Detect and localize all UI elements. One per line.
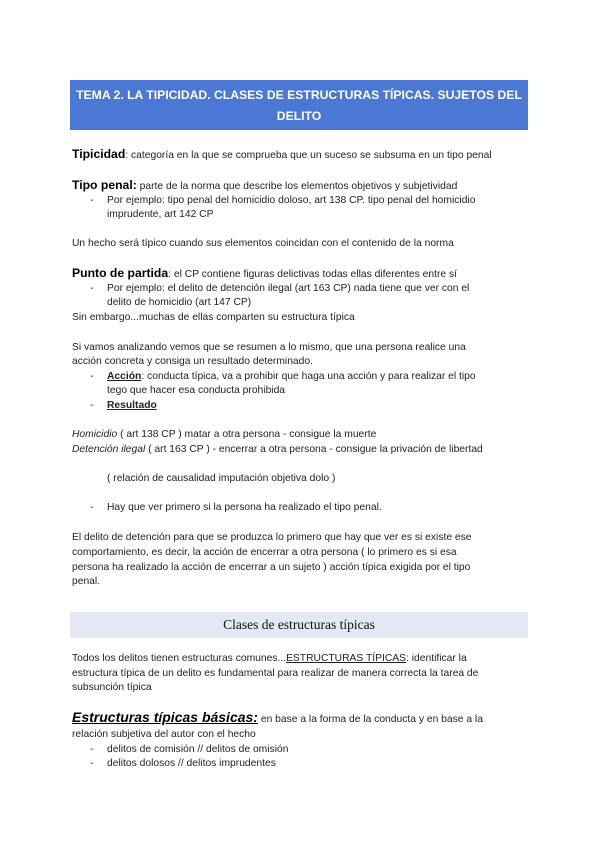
detencion-term: Detención ilegal — [72, 444, 146, 455]
bullet-dash: - — [90, 502, 94, 513]
accion-text-2: tego que hacer esa conducta prohibida — [107, 385, 286, 396]
tipicidad-text: : categoría en la que se comprueba que un suceso se subsuma en un tipo penal — [125, 150, 492, 161]
relacion-causalidad-note: ( relación de causalidad imputación objetiva dolo ) — [107, 473, 336, 484]
punto-partida-term: Punto de partida — [72, 266, 169, 280]
section-heading-clases: Clases de estructuras típicas — [70, 612, 528, 638]
todos-line-3: subsunción típica — [72, 682, 152, 693]
hay-que-item: Hay que ver primero si la persona ha realizado el tipo penal. — [107, 502, 382, 513]
todos-post: : identificar la — [406, 653, 467, 664]
basicas-text: en base a la forma de la conducta y en base a la — [257, 714, 483, 725]
detencion-paragraph-1: El delito de detención para que se produzca lo primero que hay que ver es si existe ese — [72, 532, 472, 543]
accion-term: Acción — [107, 371, 142, 382]
estructuras-tipicas-term: ESTRUCTURAS TÍPICAS — [286, 653, 407, 664]
tipicidad-definition — [72, 147, 492, 163]
detencion-example — [72, 443, 483, 457]
detencion-paragraph-3: persona ha realizado la acción de encerrar a un sujeto ) acción típica exigida por el tipo — [72, 562, 471, 573]
bullet-dash: - — [90, 283, 94, 294]
tipo-penal-definition — [72, 178, 457, 194]
title-line-2: DELITO — [276, 109, 322, 123]
basicas-definition — [72, 710, 483, 727]
sin-embargo-text: Sin embargo...muchas de ellas comparten su estructura típica — [72, 312, 355, 323]
basicas-item-2: delitos dolosos // delitos imprudentes — [107, 758, 276, 769]
homicidio-example — [72, 428, 376, 442]
punto-partida-text: : el CP contiene figuras delictivas todas ellas diferentes entre sí — [168, 269, 458, 280]
resultado-item — [107, 399, 157, 413]
analisis-line-2: acción concreta y consiga un resultado determinado. — [72, 356, 313, 367]
analisis-line-1: Si vamos analizando vemos que se resumen a lo mismo, que una persona realice una — [72, 342, 466, 353]
document-title — [70, 80, 528, 130]
detencion-paragraph-2: comportamiento, es decir, la acción de encerrar a otra persona ( lo primero es si esa — [72, 547, 457, 558]
tipo-penal-example-2: imprudente, art 142 CP — [107, 209, 214, 220]
accion-item — [107, 370, 527, 384]
tipo-penal-term: Tipo penal: — [72, 178, 137, 192]
punto-partida-example-1: Por ejemplo: el delito de detención ilegal (art 163 CP) nada tiene que ver con el — [107, 283, 470, 294]
resultado-term: Resultado — [107, 400, 157, 411]
accion-text: : conducta típica, va a prohibir que haga una acción y para realizar el tipo — [141, 371, 476, 382]
bullet-dash: - — [90, 195, 94, 206]
basicas-item-1: delitos de comisión // delitos de omisión — [107, 744, 289, 755]
tipicidad-term: Tipicidad — [72, 147, 126, 161]
bullet-dash: - — [90, 744, 94, 755]
title-line-1: TEMA 2. LA TIPICIDAD. CLASES DE ESTRUCTURAS TÍPICAS. SUJETOS DEL — [76, 88, 522, 102]
tipo-penal-example-1: Por ejemplo: tipo penal del homicidio doloso, art 138 CP. tipo penal del homicidio — [107, 195, 476, 206]
punto-partida-definition — [72, 266, 457, 282]
tipo-penal-text: parte de la norma que describe los elementos objetivos y subjetividad — [136, 181, 458, 192]
detencion-paragraph-4: penal. — [72, 576, 101, 587]
todos-line-2: estructura típica de un delito es fundamental para realizar de manera correcta la tarea de — [72, 668, 479, 679]
punto-partida-example-2: delito de homicidio (art 147 CP) — [107, 297, 252, 308]
detencion-text: ( art 163 CP ) - encerrar a otra persona - consigue la privación de libertad — [145, 444, 483, 455]
todos-line-1 — [72, 652, 467, 666]
bullet-dash: - — [90, 371, 94, 382]
todos-pre: Todos los delitos tienen estructuras comunes... — [72, 653, 287, 664]
bullet-dash: - — [90, 400, 94, 411]
homicidio-term: Homicidio — [72, 429, 118, 440]
homicidio-text: ( art 138 CP ) matar a otra persona - consigue la muerte — [117, 429, 377, 440]
hecho-tipico-text: Un hecho será típico cuando sus elementos coincidan con el contenido de la norma — [72, 238, 454, 249]
basicas-line-2: relación subjetiva del autor con el hecho — [72, 729, 256, 740]
bullet-dash: - — [90, 758, 94, 769]
basicas-term: Estructuras típicas básicas: — [72, 709, 258, 725]
